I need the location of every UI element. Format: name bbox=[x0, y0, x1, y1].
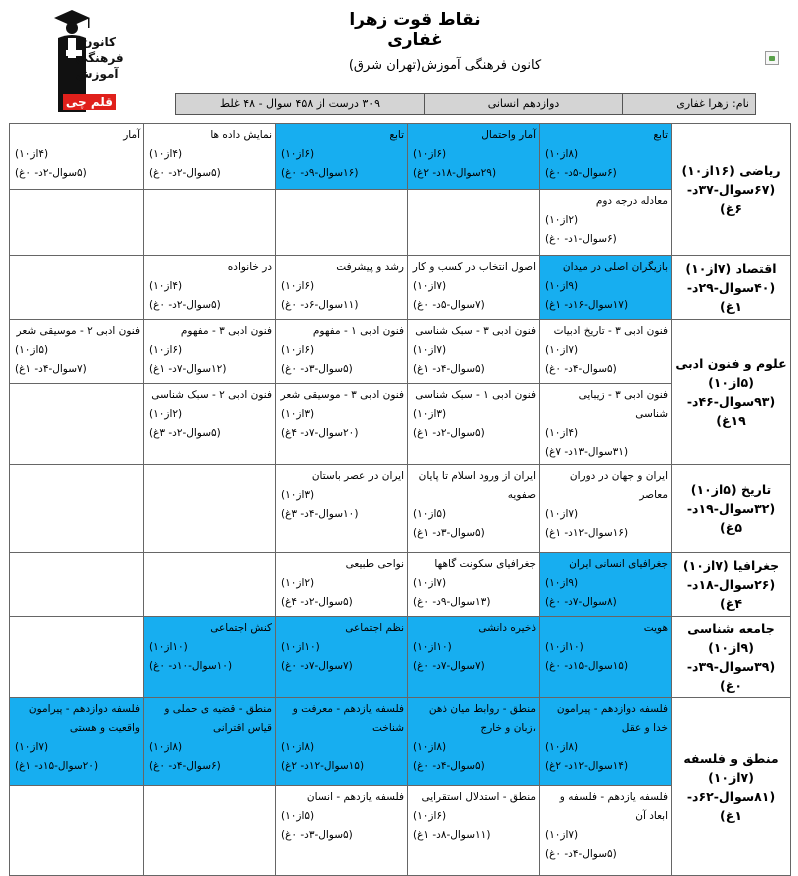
topic-stat: (۵سوال-۴د- ۰غ) bbox=[545, 363, 617, 375]
page-subtitle: کانون فرهنگی آموزش(تهران شرق) bbox=[348, 58, 542, 73]
topic-name: اصول انتخاب در کسب و کار bbox=[412, 261, 536, 273]
topic-stat: (۷سوال-۴د- ۱غ) bbox=[15, 363, 87, 375]
topic-score: (۷از۱۰) bbox=[413, 577, 447, 589]
topic-stat: (۶سوال-۴د- ۰غ) bbox=[149, 760, 221, 772]
topic-stat: (۷سوال-۷د- ۰غ) bbox=[281, 660, 353, 672]
logo-badge: قلم چی bbox=[63, 94, 116, 110]
topic-name: فنون ادبی ۳ - تاریخ ادبیات bbox=[553, 325, 668, 337]
topic-cell bbox=[408, 124, 540, 190]
topic-cell bbox=[144, 698, 276, 786]
topic-score: (۴از۱۰) bbox=[545, 427, 579, 439]
logo-text: کانون فرهنگی آموزش bbox=[76, 35, 124, 81]
broken-image-icon bbox=[765, 51, 779, 65]
topic-stat: (۱۶سوال-۱۲د- ۱غ) bbox=[545, 527, 629, 539]
subject-cell bbox=[672, 256, 791, 320]
topic-score: (۱۰از۱۰) bbox=[149, 641, 188, 653]
subject-cell bbox=[672, 617, 791, 698]
subject-name: علوم و فنون ادبی (۵از۱۰) bbox=[675, 356, 787, 390]
topic-stat: (۵سوال-۴د- ۰غ) bbox=[545, 848, 617, 860]
topic-cell bbox=[540, 320, 672, 384]
topic-score: (۶از۱۰) bbox=[281, 344, 315, 356]
topic-cell bbox=[408, 190, 540, 256]
topic-cell bbox=[540, 190, 672, 256]
topic-stat: (۲۹سوال-۱۸د- ۲غ) bbox=[413, 167, 497, 179]
topic-cell bbox=[10, 617, 144, 698]
topic-cell bbox=[144, 190, 276, 256]
topic-stat: (۱۷سوال-۱۶د- ۱غ) bbox=[545, 299, 629, 311]
topic-score: (۳از۱۰) bbox=[281, 408, 315, 420]
topic-cell bbox=[144, 465, 276, 553]
topic-stat: (۱۱سوال-۶د- ۰غ) bbox=[281, 299, 359, 311]
topic-cell bbox=[10, 786, 144, 876]
topic-cell bbox=[540, 617, 672, 698]
subject-row bbox=[10, 256, 791, 320]
topic-name: فلسفه یازدهم - معرفت و شناخت bbox=[292, 703, 404, 734]
topic-score: (۱۰از۱۰) bbox=[281, 641, 320, 653]
student-grade: دوازدهم انسانی bbox=[424, 94, 622, 114]
topic-name: رشد و پیشرفت bbox=[336, 261, 404, 273]
topic-cell bbox=[408, 384, 540, 465]
subject-name: تاریخ (۵از۱۰) bbox=[690, 482, 772, 497]
topic-score: (۷از۱۰) bbox=[15, 741, 49, 753]
topic-score: (۹از۱۰) bbox=[545, 577, 579, 589]
topic-cell bbox=[408, 786, 540, 876]
subject-row bbox=[10, 124, 791, 190]
subject-cell bbox=[672, 320, 791, 465]
topic-cell bbox=[144, 124, 276, 190]
subject-row bbox=[10, 553, 791, 617]
topic-name: فنون ادبی ۳ - موسیقی شعر bbox=[280, 389, 404, 401]
subject-name: جغرافیا (۷از۱۰) bbox=[682, 558, 780, 573]
topic-cell bbox=[276, 553, 408, 617]
topic-name: هویت bbox=[643, 622, 668, 634]
topic-name: بازیگران اصلی در میدان bbox=[562, 261, 668, 273]
student-name: نام: زهرا غفاری bbox=[622, 94, 755, 114]
topic-stat: (۱۵سوال-۱۵د- ۰غ) bbox=[545, 660, 629, 672]
topic-name: فنون ادبی ۳ - مفهوم bbox=[180, 325, 272, 337]
topic-score: (۸از۱۰) bbox=[413, 741, 447, 753]
topic-name: نواحی طبیعی bbox=[345, 558, 404, 570]
topic-stat: (۲۰سوال-۷د- ۴غ) bbox=[281, 427, 359, 439]
topic-name: جغرافیای انسانی ایران bbox=[569, 558, 668, 570]
topic-stat: (۷سوال-۵د- ۰غ) bbox=[413, 299, 485, 311]
topic-cell bbox=[10, 384, 144, 465]
topic-cell bbox=[408, 617, 540, 698]
topic-cell bbox=[408, 320, 540, 384]
topic-cell bbox=[540, 124, 672, 190]
subject-name: جامعه شناسی (۹از۱۰) bbox=[687, 621, 775, 655]
topic-cell bbox=[144, 384, 276, 465]
topic-name: آمار واحتمال bbox=[481, 129, 536, 141]
topic-cell bbox=[276, 617, 408, 698]
topic-cell bbox=[144, 617, 276, 698]
page-title: نقاط قوت زهرا غفاری bbox=[349, 10, 481, 50]
topic-name: ایران در عصر باستان bbox=[311, 470, 404, 482]
topic-name: فنون ادبی ۳ - زیبایی شناسی bbox=[578, 389, 668, 420]
topic-stat: (۵سوال-۳د- ۰غ) bbox=[281, 363, 353, 375]
topic-stat: (۱۱سوال-۸د- ۱غ) bbox=[413, 829, 491, 841]
topic-score: (۷از۱۰) bbox=[413, 344, 447, 356]
subject-name: اقتصاد (۷از۱۰) bbox=[685, 261, 777, 276]
topic-cell bbox=[540, 465, 672, 553]
subject-stat: (۹۳سوال-۴۶د- ۱۹غ) bbox=[686, 394, 776, 428]
topic-cell bbox=[10, 698, 144, 786]
topic-stat: (۱۰سوال-۴د- ۳غ) bbox=[281, 508, 359, 520]
topic-cell bbox=[144, 256, 276, 320]
topic-stat: (۱۰سوال-۱۰د- ۰غ) bbox=[149, 660, 233, 672]
topic-stat: (۱۶سوال-۹د- ۰غ) bbox=[281, 167, 359, 179]
subject-stat: (۲۶سوال-۱۸د- ۴غ) bbox=[686, 577, 776, 611]
subject-row bbox=[10, 698, 791, 786]
topic-cell bbox=[540, 256, 672, 320]
topic-cell bbox=[276, 256, 408, 320]
topic-name: در خانواده bbox=[227, 261, 272, 273]
topic-cell bbox=[10, 190, 144, 256]
topic-cell bbox=[276, 786, 408, 876]
subject-stat: (۳۹سوال-۳۹د- ۰غ) bbox=[686, 659, 776, 693]
topic-score: (۸از۱۰) bbox=[545, 741, 579, 753]
topic-score: (۲از۱۰) bbox=[281, 577, 315, 589]
topic-name: جغرافیای سکونت گاهها bbox=[434, 558, 536, 570]
topic-stat: (۵سوال-۳د- ۰غ) bbox=[281, 829, 353, 841]
topic-stat: (۸سوال-۷د- ۰غ) bbox=[545, 596, 617, 608]
topic-cell bbox=[408, 553, 540, 617]
topic-score: (۷از۱۰) bbox=[413, 280, 447, 292]
topic-name: فنون ادبی ۳ - سبک شناسی bbox=[415, 325, 536, 337]
topic-stat: (۵سوال-۴د- ۰غ) bbox=[413, 760, 485, 772]
topic-name: فنون ادبی ۲ - موسیقی شعر bbox=[16, 325, 140, 337]
topic-name: فنون ادبی ۱ - مفهوم bbox=[312, 325, 404, 337]
score-summary: ۳۰۹ درست از ۴۵۸ سوال - ۴۸ غلط bbox=[219, 97, 381, 110]
subject-stat: (۴۰سوال-۲۹د- ۱غ) bbox=[686, 280, 776, 314]
topic-stat: (۲۰سوال-۱۵د- ۱غ) bbox=[15, 760, 99, 772]
topic-name: معادله درجه دوم bbox=[595, 195, 668, 207]
topic-score: (۷از۱۰) bbox=[545, 344, 579, 356]
topic-score: (۳از۱۰) bbox=[281, 489, 315, 501]
topic-name: فلسفه دوازدهم - پیرامون واقعیت و هستی bbox=[28, 703, 140, 734]
topic-name: کنش اجتماعی bbox=[210, 622, 272, 634]
topic-cell bbox=[540, 384, 672, 465]
topic-stat: (۶سوال-۱د- ۰غ) bbox=[545, 233, 617, 245]
topic-stat: (۶سوال-۵د- ۰غ) bbox=[545, 167, 617, 179]
subject-stat: (۶۷سوال-۳۷د- ۶غ) bbox=[686, 182, 776, 216]
topic-score: (۳از۱۰) bbox=[413, 408, 447, 420]
topic-score: (۱۰از۱۰) bbox=[413, 641, 452, 653]
topic-score: (۶از۱۰) bbox=[413, 148, 447, 160]
topic-cell bbox=[144, 320, 276, 384]
topic-name: تابع bbox=[653, 129, 668, 141]
topic-score: (۸از۱۰) bbox=[281, 741, 315, 753]
topic-score: (۷از۱۰) bbox=[545, 829, 579, 841]
subject-row bbox=[10, 465, 791, 553]
topic-score: (۶از۱۰) bbox=[281, 280, 315, 292]
topic-cell bbox=[276, 384, 408, 465]
topic-score: (۹از۱۰) bbox=[545, 280, 579, 292]
subject-row bbox=[10, 320, 791, 384]
topic-name: فنون ادبی ۱ - سبک شناسی bbox=[415, 389, 536, 401]
topic-cell bbox=[10, 256, 144, 320]
topic-stat: (۵سوال-۲د- ۱غ) bbox=[413, 427, 485, 439]
topic-score: (۷از۱۰) bbox=[545, 508, 579, 520]
topic-name: ذخیره دانشی bbox=[478, 622, 536, 634]
topic-stat: (۱۴سوال-۱۲د- ۲غ) bbox=[545, 760, 629, 772]
topic-name: فنون ادبی ۲ - سبک شناسی bbox=[151, 389, 272, 401]
topic-score: (۴از۱۰) bbox=[149, 148, 183, 160]
topic-stat: (۵سوال-۲د- ۰غ) bbox=[149, 167, 221, 179]
topic-score: (۶از۱۰) bbox=[281, 148, 315, 160]
topic-cell bbox=[144, 786, 276, 876]
topic-cell bbox=[276, 124, 408, 190]
topic-name: فلسفه یازدهم - انسان bbox=[306, 791, 404, 803]
subject-cell bbox=[672, 465, 791, 553]
topic-score: (۵از۱۰) bbox=[15, 344, 49, 356]
topic-score: (۵از۱۰) bbox=[413, 508, 447, 520]
topic-score: (۱۰از۱۰) bbox=[545, 641, 584, 653]
topic-score: (۴از۱۰) bbox=[15, 148, 49, 160]
topic-name: ایران از ورود اسلام تا پایان صفویه bbox=[418, 470, 536, 501]
topic-cell bbox=[10, 553, 144, 617]
topic-score: (۶از۱۰) bbox=[149, 344, 183, 356]
topic-name: نمایش داده ها bbox=[210, 129, 272, 141]
topic-name: فلسفه دوازدهم - پیرامون خدا و عقل bbox=[556, 703, 668, 734]
topic-stat: (۵سوال-۲د- ۰غ) bbox=[149, 299, 221, 311]
topic-name: منطق - روابط میان ذهن ،زبان و خارج bbox=[428, 703, 536, 734]
topic-stat: (۱۳سوال-۹د- ۰غ) bbox=[413, 596, 491, 608]
topic-cell bbox=[10, 124, 144, 190]
topic-cell bbox=[408, 256, 540, 320]
topic-stat: (۵سوال-۲د- ۰غ) bbox=[15, 167, 87, 179]
subject-row bbox=[10, 617, 791, 698]
topic-cell bbox=[144, 553, 276, 617]
topic-cell bbox=[10, 465, 144, 553]
topic-score: (۶از۱۰) bbox=[413, 810, 447, 822]
topic-cell bbox=[540, 553, 672, 617]
topic-cell bbox=[276, 190, 408, 256]
topic-stat: (۱۲سوال-۷د- ۱غ) bbox=[149, 363, 227, 375]
topic-stat: (۳۱سوال-۱۳د- ۷غ) bbox=[545, 446, 629, 458]
subject-stat: (۸۱سوال-۶۲د- ۱غ) bbox=[686, 788, 776, 823]
topic-cell bbox=[540, 786, 672, 876]
topic-score: (۸از۱۰) bbox=[545, 148, 579, 160]
topic-name: فلسفه یازدهم - فلسفه و ابعاد آن bbox=[559, 791, 668, 822]
topic-score: (۲از۱۰) bbox=[545, 214, 579, 226]
topic-stat: (۵سوال-۲د- ۳غ) bbox=[149, 427, 221, 439]
topic-cell bbox=[276, 698, 408, 786]
topic-stat: (۵سوال-۳د- ۱غ) bbox=[413, 527, 485, 539]
topic-name: آمار bbox=[123, 129, 140, 141]
topic-cell bbox=[408, 465, 540, 553]
topic-name: نظم اجتماعی bbox=[345, 622, 404, 634]
topic-score: (۸از۱۰) bbox=[149, 741, 183, 753]
topic-score: (۴از۱۰) bbox=[149, 280, 183, 292]
subject-cell bbox=[672, 553, 791, 617]
topic-name: ایران و جهان در دوران معاصر bbox=[569, 470, 668, 501]
subject-stat: (۳۲سوال-۱۹د- ۵غ) bbox=[686, 501, 776, 535]
topic-cell bbox=[540, 698, 672, 786]
topic-score: (۲از۱۰) bbox=[149, 408, 183, 420]
topic-name: تابع bbox=[389, 129, 404, 141]
subject-name: ریاضی (۱۶از۱۰) bbox=[681, 163, 781, 178]
topic-cell bbox=[276, 320, 408, 384]
topic-stat: (۵سوال-۴د- ۱غ) bbox=[413, 363, 485, 375]
topic-name: منطق - استدلال استقرایی bbox=[421, 791, 536, 803]
subject-cell bbox=[672, 124, 791, 256]
topic-cell bbox=[10, 320, 144, 384]
topic-stat: (۵سوال-۲د- ۴غ) bbox=[281, 596, 353, 608]
topic-cell bbox=[408, 698, 540, 786]
subject-cell bbox=[672, 698, 791, 876]
topic-score: (۵از۱۰) bbox=[281, 810, 315, 822]
subject-name: منطق و فلسفه (۷از۱۰) bbox=[683, 750, 779, 785]
logo bbox=[52, 4, 124, 114]
topic-stat: (۷سوال-۷د- ۰غ) bbox=[413, 660, 485, 672]
topic-cell bbox=[276, 465, 408, 553]
strengths-table bbox=[9, 123, 791, 876]
topic-stat: (۱۵سوال-۱۲د- ۲غ) bbox=[281, 760, 365, 772]
topic-name: منطق - قضیه ی حملی و قیاس اقترانی bbox=[164, 703, 272, 734]
student-info-bar bbox=[175, 93, 756, 115]
